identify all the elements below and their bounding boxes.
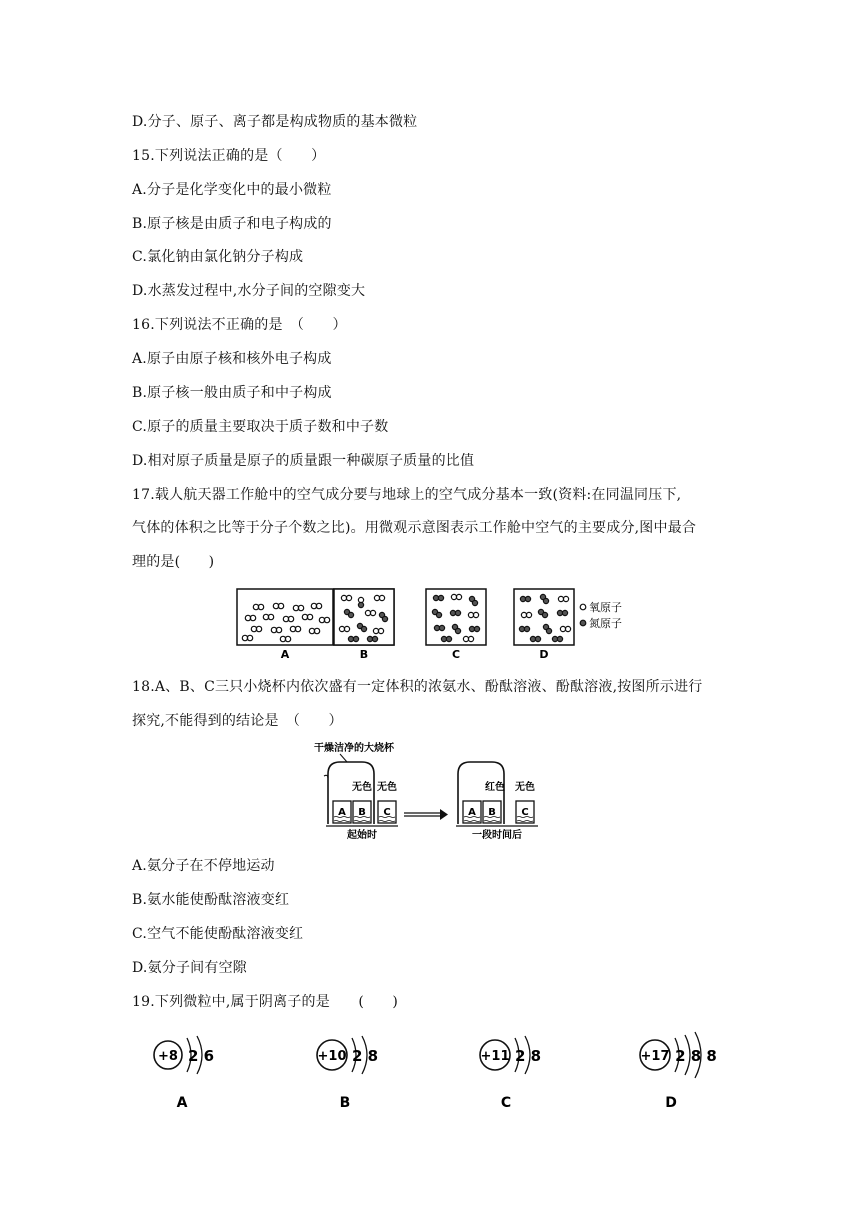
q17-box-a [237, 589, 333, 661]
q18-stem-line2: 探究,不能得到的结论是 （ ） [132, 713, 343, 729]
q17-figure [230, 585, 650, 665]
q18-figure [300, 738, 560, 842]
nitrogen-atom-icon [580, 620, 586, 626]
svg-text:无色: 无色 [352, 782, 372, 793]
svg-text:红色: 红色 [485, 782, 505, 793]
q18-option-c: C.空气不能使酚酞溶液变红 [132, 926, 304, 942]
q17-label-c: C [451, 648, 461, 661]
q17-stem-line1: 17.载人航天器工作舱中的空气成分要与地球上的空气成分基本一致(资料:在同温同压下, [132, 487, 682, 503]
svg-text:无色: 无色 [377, 782, 397, 793]
svg-text:2 8: 2 8 [351, 1047, 379, 1065]
svg-text:A: A [468, 807, 476, 818]
q17-box-c [426, 589, 486, 661]
legend-oxygen: 氧原子 [589, 601, 622, 614]
big-beaker-label: 干燥洁净的大烧杯 [314, 743, 394, 754]
q19-structure-b [317, 1036, 378, 1111]
svg-text:+8: +8 [158, 1049, 178, 1064]
svg-text:B: B [488, 807, 496, 818]
svg-text:+11: +11 [480, 1049, 510, 1064]
svg-text:C: C [383, 807, 391, 818]
svg-text:2 8 8: 2 8 8 [675, 1047, 717, 1065]
q17-label-b: B [359, 648, 369, 661]
svg-text:2 6: 2 6 [187, 1047, 215, 1065]
q16-stem: 16.下列说法不正确的是 （ ） [132, 317, 347, 333]
q14-option-d: D.分子、原子、离子都是构成物质的基本微粒 [132, 114, 418, 130]
svg-text:C: C [500, 1095, 512, 1111]
q18-option-d: D.氨分子间有空隙 [132, 960, 247, 976]
q19-structure-d [640, 1032, 717, 1111]
svg-text:B: B [358, 807, 366, 818]
q16-option-a: A.原子由原子核和核外电子构成 [132, 351, 332, 367]
q17-label-a: A [280, 648, 290, 661]
svg-text:无色: 无色 [515, 782, 535, 793]
svg-text:+10: +10 [317, 1049, 347, 1064]
q15-option-a: A.分子是化学变化中的最小微粒 [132, 182, 332, 198]
q17-stem-line3: 理的是( ) [132, 554, 215, 570]
later-caption: 一段时间后 [472, 830, 522, 841]
legend-nitrogen: 氮原子 [589, 617, 622, 630]
q16-option-d: D.相对原子质量是原子的质量跟一种碳原子质量的比值 [132, 453, 475, 469]
q18-option-a: A.氨分子在不停地运动 [132, 858, 275, 874]
q18-option-b: B.氨水能使酚酞溶液变红 [132, 892, 290, 908]
svg-text:B: B [339, 1095, 351, 1111]
q17-stem-line2: 气体的体积之比等于分子个数之比)。用微观示意图表示工作舱中空气的主要成分,图中最合 [132, 520, 697, 536]
svg-text:A: A [338, 807, 346, 818]
q16-option-b: B.原子核一般由质子和中子构成 [132, 385, 332, 401]
start-caption: 起始时 [347, 830, 377, 841]
q16-option-c: C.原子的质量主要取决于质子数和中子数 [132, 419, 389, 435]
q19-structure-a [154, 1036, 214, 1111]
svg-text:+17: +17 [640, 1049, 670, 1064]
q15-option-b: B.原子核是由质子和电子构成的 [132, 216, 332, 232]
arrow-right-icon [404, 809, 448, 820]
q19-stem: 19.下列微粒中,属于阴离子的是 ( ) [132, 994, 399, 1010]
q15-option-d: D.水蒸发过程中,水分子间的空隙变大 [132, 283, 366, 299]
svg-text:A: A [176, 1095, 188, 1111]
svg-text:C: C [521, 807, 529, 818]
q18-stem-line1: 18.A、B、C三只小烧杯内依次盛有一定体积的浓氨水、酚酞溶液、酚酞溶液,按图所示进行 [132, 679, 703, 695]
q17-legend [580, 600, 622, 630]
q17-box-b-final [334, 589, 394, 661]
q17-box-d [514, 589, 574, 661]
q15-option-c: C.氯化钠由氯化钠分子构成 [132, 249, 304, 265]
q15-stem: 15.下列说法正确的是（ ） [132, 148, 326, 164]
svg-text:2 8: 2 8 [514, 1047, 542, 1065]
q17-label-d: D [539, 648, 549, 661]
q19-structure-c [480, 1036, 541, 1111]
svg-text:D: D [665, 1095, 677, 1111]
oxygen-atom-icon [580, 604, 586, 610]
q19-figure [140, 1030, 720, 1116]
